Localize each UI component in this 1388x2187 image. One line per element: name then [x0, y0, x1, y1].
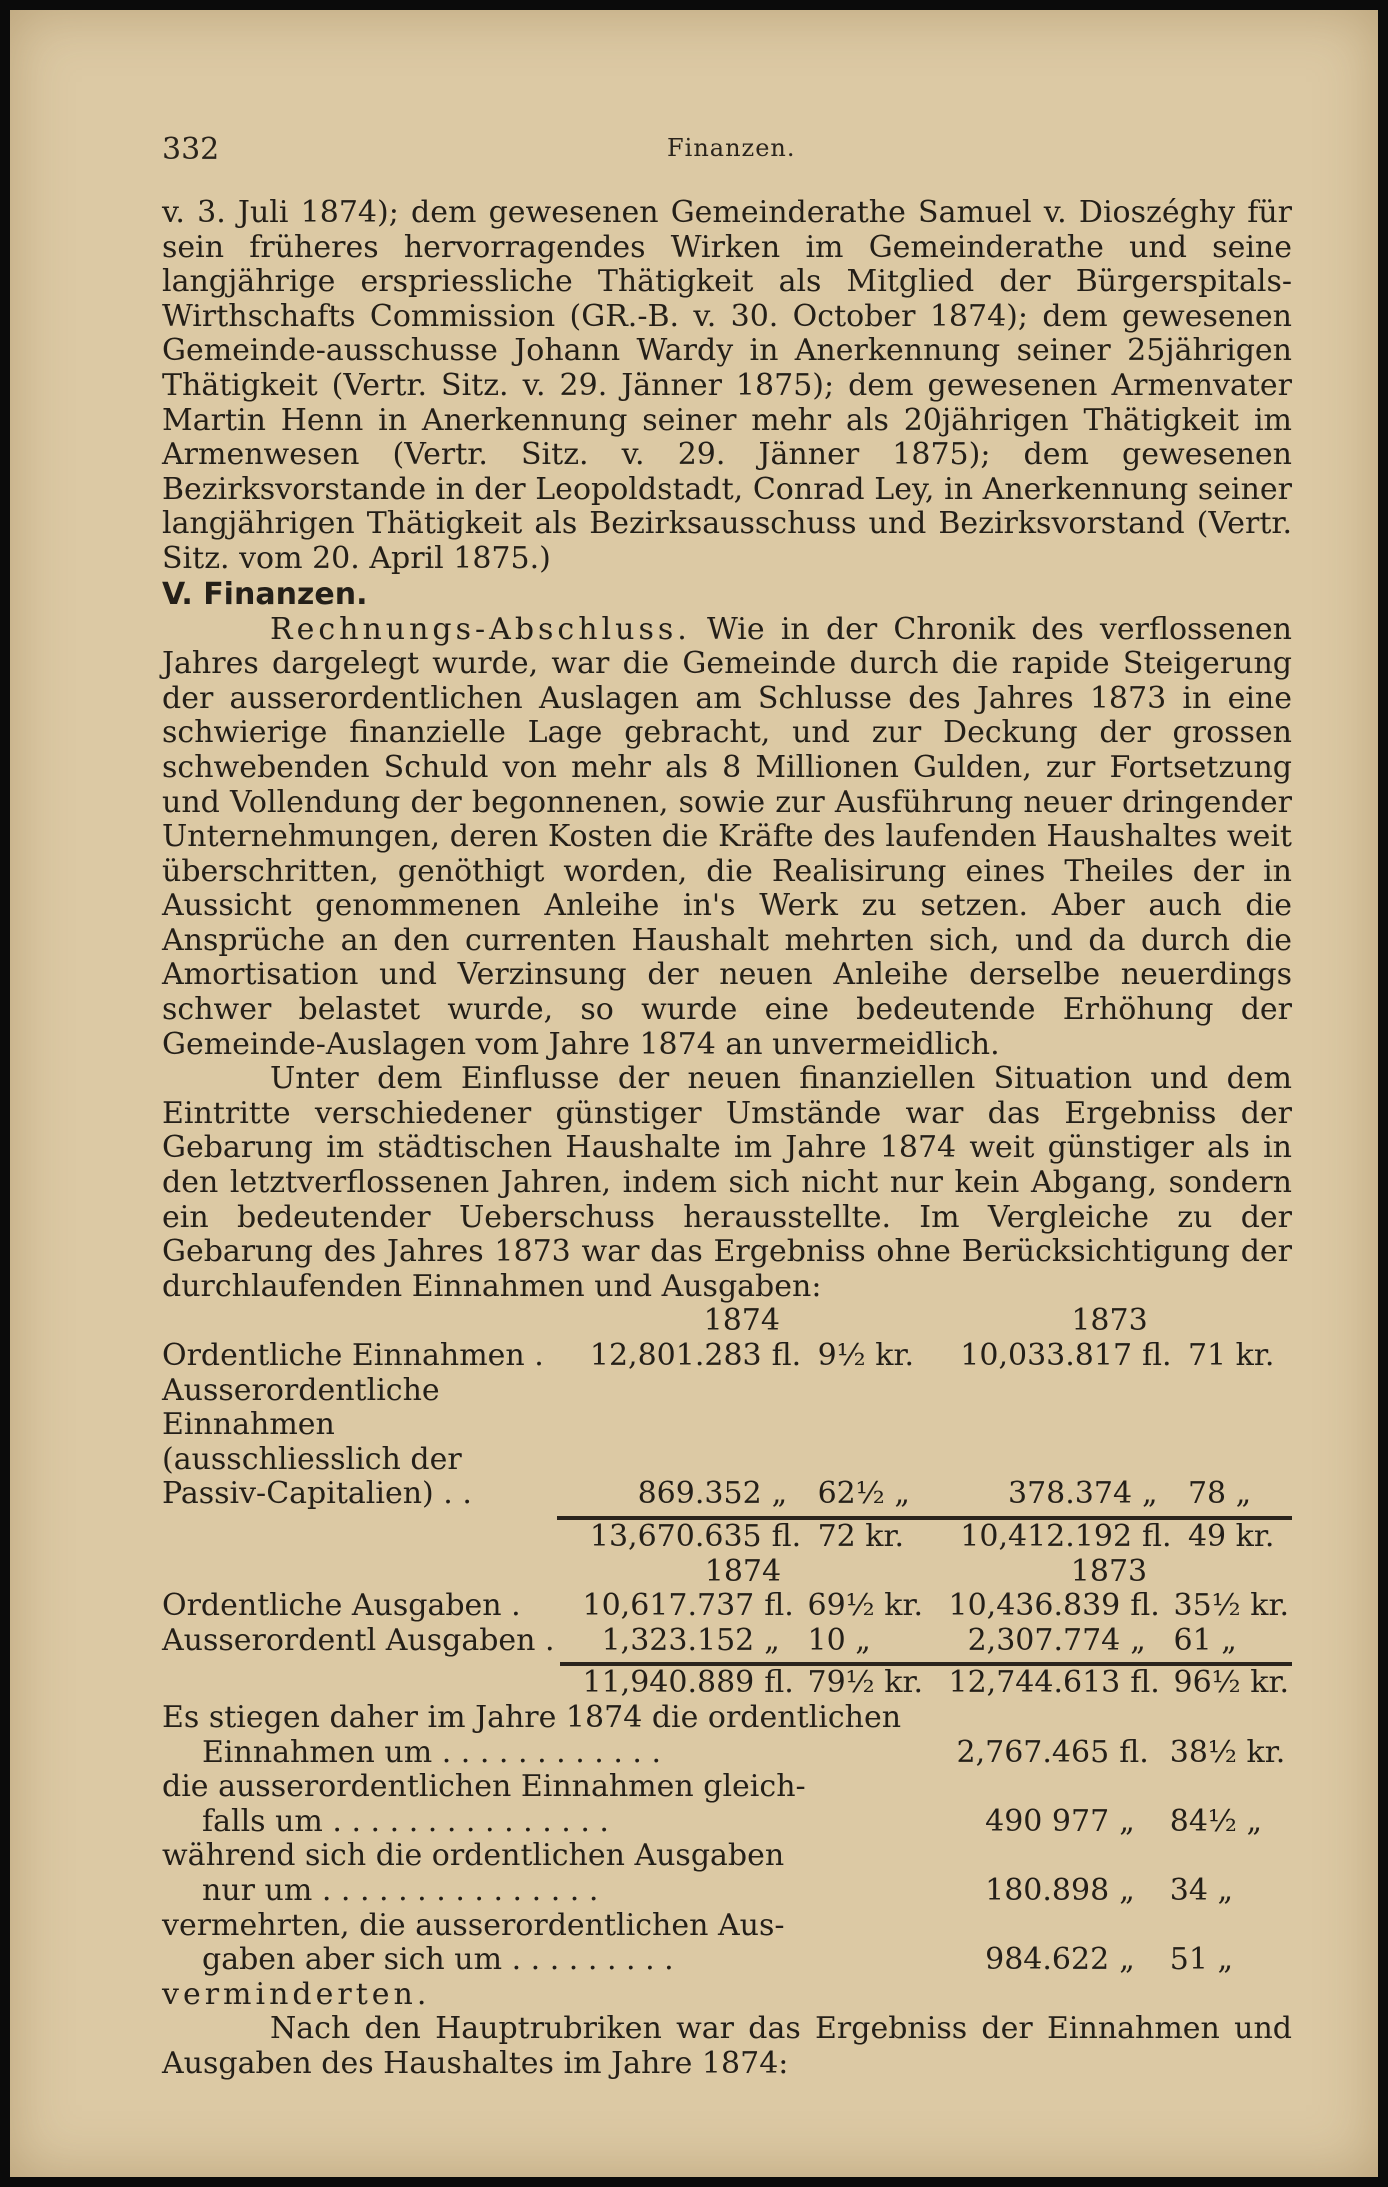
table-row: [162, 1736, 1292, 1771]
amount-fl: 2,307.774: [967, 1622, 1121, 1658]
year-header: 1874: [703, 1303, 780, 1339]
changes-table: [162, 1701, 1292, 2012]
label-continuation-row: [162, 1839, 1292, 1874]
running-title: Finanzen.: [667, 134, 796, 162]
total-fl: 13,670.635: [589, 1518, 762, 1554]
row-label: gaben aber sich um . . . . . . . . .: [202, 1942, 674, 1978]
unit: „: [1119, 1942, 1135, 1978]
unit: „: [771, 1476, 788, 1512]
row-label: falls um . . . . . . . . . . . . . . .: [202, 1803, 609, 1839]
unit: fl.: [1119, 1734, 1149, 1770]
table-row: [162, 1374, 1292, 1512]
table-row: [162, 1589, 1292, 1624]
income-table: [162, 1304, 1292, 1554]
page-body: [162, 196, 1292, 2081]
total-kr: 49 kr.: [1187, 1518, 1275, 1554]
amount-fl: 10,617.737: [582, 1588, 755, 1624]
unit: „: [1142, 1476, 1158, 1512]
total-kr: 79½ kr.: [807, 1665, 924, 1701]
total-kr: 96½ kr.: [1173, 1665, 1290, 1701]
amount-kr: 51 „: [1169, 1942, 1234, 1978]
row-label: Ausserordentl Ausgaben .: [162, 1622, 555, 1658]
amount-fl: 490 977: [985, 1803, 1110, 1839]
unit: „: [1119, 1803, 1135, 1839]
total-row: [162, 1664, 1292, 1701]
row-label: nur um . . . . . . . . . . . . . . .: [202, 1872, 599, 1908]
total-kr: 72 kr.: [817, 1518, 905, 1554]
running-header: [162, 132, 1292, 172]
amount-kr: 62½ „: [817, 1476, 910, 1512]
section-heading: V. Finanzen.: [162, 576, 368, 612]
unit: „: [1130, 1622, 1146, 1658]
amount-fl: 2,767.465: [956, 1734, 1110, 1770]
row-label-pre: die ausserordentlichen Einnahmen gleich-: [162, 1769, 806, 1805]
total-fl: 12,744.613: [948, 1665, 1121, 1701]
row-label: Einnahmen um . . . . . . . . . . . .: [202, 1734, 662, 1770]
unit: fl.: [1130, 1665, 1160, 1701]
amount-kr: 38½ kr.: [1169, 1734, 1286, 1770]
year-header: 1873: [1071, 1303, 1148, 1339]
unit: fl.: [771, 1338, 802, 1373]
changes-outro-row: [162, 1978, 1292, 2013]
amount-kr: 61 „: [1173, 1622, 1237, 1658]
amount-fl: 10,033.817: [960, 1338, 1133, 1373]
row-label: Ordentliche Einnahmen .: [162, 1338, 544, 1373]
changes-intro: Es stiegen daher im Jahre 1874 die ordentlichen: [162, 1699, 902, 1735]
amount-fl: 12,801.283: [589, 1338, 762, 1373]
label-continuation-row: [162, 1770, 1292, 1805]
amount-fl: 869.352: [637, 1476, 762, 1512]
table-row: [162, 1805, 1292, 1840]
amount-kr: 84½ „: [1169, 1803, 1263, 1839]
unit: fl.: [1142, 1338, 1172, 1373]
changes-intro-row: [162, 1701, 1292, 1736]
unit: fl.: [764, 1588, 794, 1624]
unit: fl.: [764, 1665, 794, 1701]
table-row: [162, 1624, 1292, 1659]
unit: fl.: [771, 1518, 802, 1554]
expense-table: [162, 1555, 1292, 1701]
amount-kr: 10 „: [807, 1622, 871, 1658]
amount-fl: 1,323.152: [601, 1622, 755, 1658]
paragraph-lead: Rechnungs-Abschluss.: [270, 611, 691, 647]
row-label: Ordentliche Ausgaben .: [162, 1588, 521, 1624]
row-label: Ausserordentliche Einnahmen (ausschliesslich der Passiv-Capitalien) . .: [162, 1372, 472, 1512]
year-header: 1874: [704, 1553, 782, 1589]
amount-kr: 71 kr.: [1187, 1338, 1275, 1373]
amount-kr: 34 „: [1169, 1872, 1234, 1908]
unit: „: [1119, 1872, 1135, 1908]
amount-fl: 180.898: [985, 1872, 1110, 1908]
year-header: 1873: [1070, 1553, 1148, 1589]
paragraph-honours: v. 3. Juli 1874); dem gewesenen Gemeinderathe Samuel v. Dioszéghy für sein früheres hervorragendes Wirken im Gemeinderathe und seine langjährige erspriessliche Thätigkeit als Mitglied der Bürgerspitals-Wirthschafts Commission (GR.-B. v. 30. October 1874); dem gewesenen Gemeinde-ausschusse Johann Wardy in Anerkennung seiner 25jährigen Thätigkeit (Vertr. Sitz. v. 29. Jänner 1875); dem gewesenen Armenvater Martin Henn in Anerkennung seiner mehr als 20jährigen Thätigkeit im Armenwesen (Vertr. Sitz. v. 29. Jänner 1875); dem gewesenen Bezirksvorstande in der Leopoldstadt, Conrad Ley, in Anerkennung seiner langjährigen Thätigkeit als Bezirksausschuss und Bezirksvorstand (Vertr. Sitz. vom 20. April 1875.): [162, 195, 1292, 576]
table-row: [162, 1874, 1292, 1909]
amount-kr: 78 „: [1187, 1476, 1252, 1512]
total-fl: 10,412.192: [960, 1518, 1133, 1554]
total-row: [162, 1518, 1292, 1555]
row-label-pre: vermehrten, die ausserordentlichen Aus-: [162, 1907, 785, 1943]
changes-outro: verminderten.: [162, 1976, 431, 2012]
paragraph-text: Wie in der Chronik des verflossenen Jahres dargelegt wurde, war die Gemeinde durch die rapide Steigerung der ausserordentlichen Auslagen am Schlusse des Jahres 1873 in eine schwierige finanzielle Lage gebracht, und zur Deckung der grossen schwebenden Schuld von mehr als 8 Millionen Gulden, zur Fortsetzung und Vollendung der begonnenen, sowie zur Ausführung neuer dringender Unternehmungen, deren Kosten die Kräfte des laufenden Haushaltes weit überschritten, genöthigt worden, die Realisirung eines Theiles der in Aussicht genommenen Anleihe in's Werk zu setzen. Aber auch die Ansprüche an den currenten Haushalt mehrten sich, und da durch die Amortisation und Verzinsung der neuen Anleihe derselbe neuerdings schwer belastet wurde, so wurde eine bedeutende Erhöhung der Gemeinde-Auslagen vom Jahre 1874 an unvermeidlich.: [162, 611, 1292, 1062]
unit: fl.: [1130, 1588, 1160, 1624]
unit: fl.: [1142, 1518, 1172, 1554]
label-continuation-row: [162, 1909, 1292, 1944]
total-fl: 11,940.889: [582, 1665, 755, 1701]
paragraph-situation: Unter dem Einflusse der neuen finanziellen Situation und dem Eintritte verschiedener günstiger Umstände war das Ergebniss der Gebarung im städtischen Haushalte im Jahre 1874 weit günstiger als in den letztverflossenen Jahren, indem sich nicht nur kein Abgang, sondern ein bedeutender Ueberschuss herausstellte. Im Vergleiche zu der Gebarung des Jahres 1873 war das Ergebniss ohne Berücksichtigung der durchlaufenden Einnahmen und Ausgaben:: [162, 1061, 1292, 1304]
amount-fl: 378.374: [1007, 1476, 1133, 1512]
amount-kr: 69½ kr.: [807, 1588, 924, 1624]
paragraph-hauptrubriken: Nach den Hauptrubriken war das Ergebniss der Einnahmen und Ausgaben des Haushaltes im Jahre 1874:: [162, 2011, 1292, 2081]
page-number: 332: [162, 132, 220, 167]
table-row: [162, 1943, 1292, 1978]
row-label-pre: während sich die ordentlichen Ausgaben: [162, 1838, 785, 1874]
amount-fl: 10,436.839: [948, 1588, 1121, 1624]
unit: „: [764, 1622, 780, 1658]
table-year-row: [162, 1304, 1292, 1339]
book-page: [10, 10, 1378, 2177]
table-row: [162, 1339, 1292, 1374]
amount-kr: 35½ kr.: [1173, 1588, 1290, 1624]
table-year-row: [162, 1555, 1292, 1590]
amount-fl: 984.622: [985, 1942, 1110, 1978]
amount-kr: 9½ kr.: [817, 1338, 915, 1373]
paragraph-rechnungs-abschluss: [162, 613, 1292, 1063]
